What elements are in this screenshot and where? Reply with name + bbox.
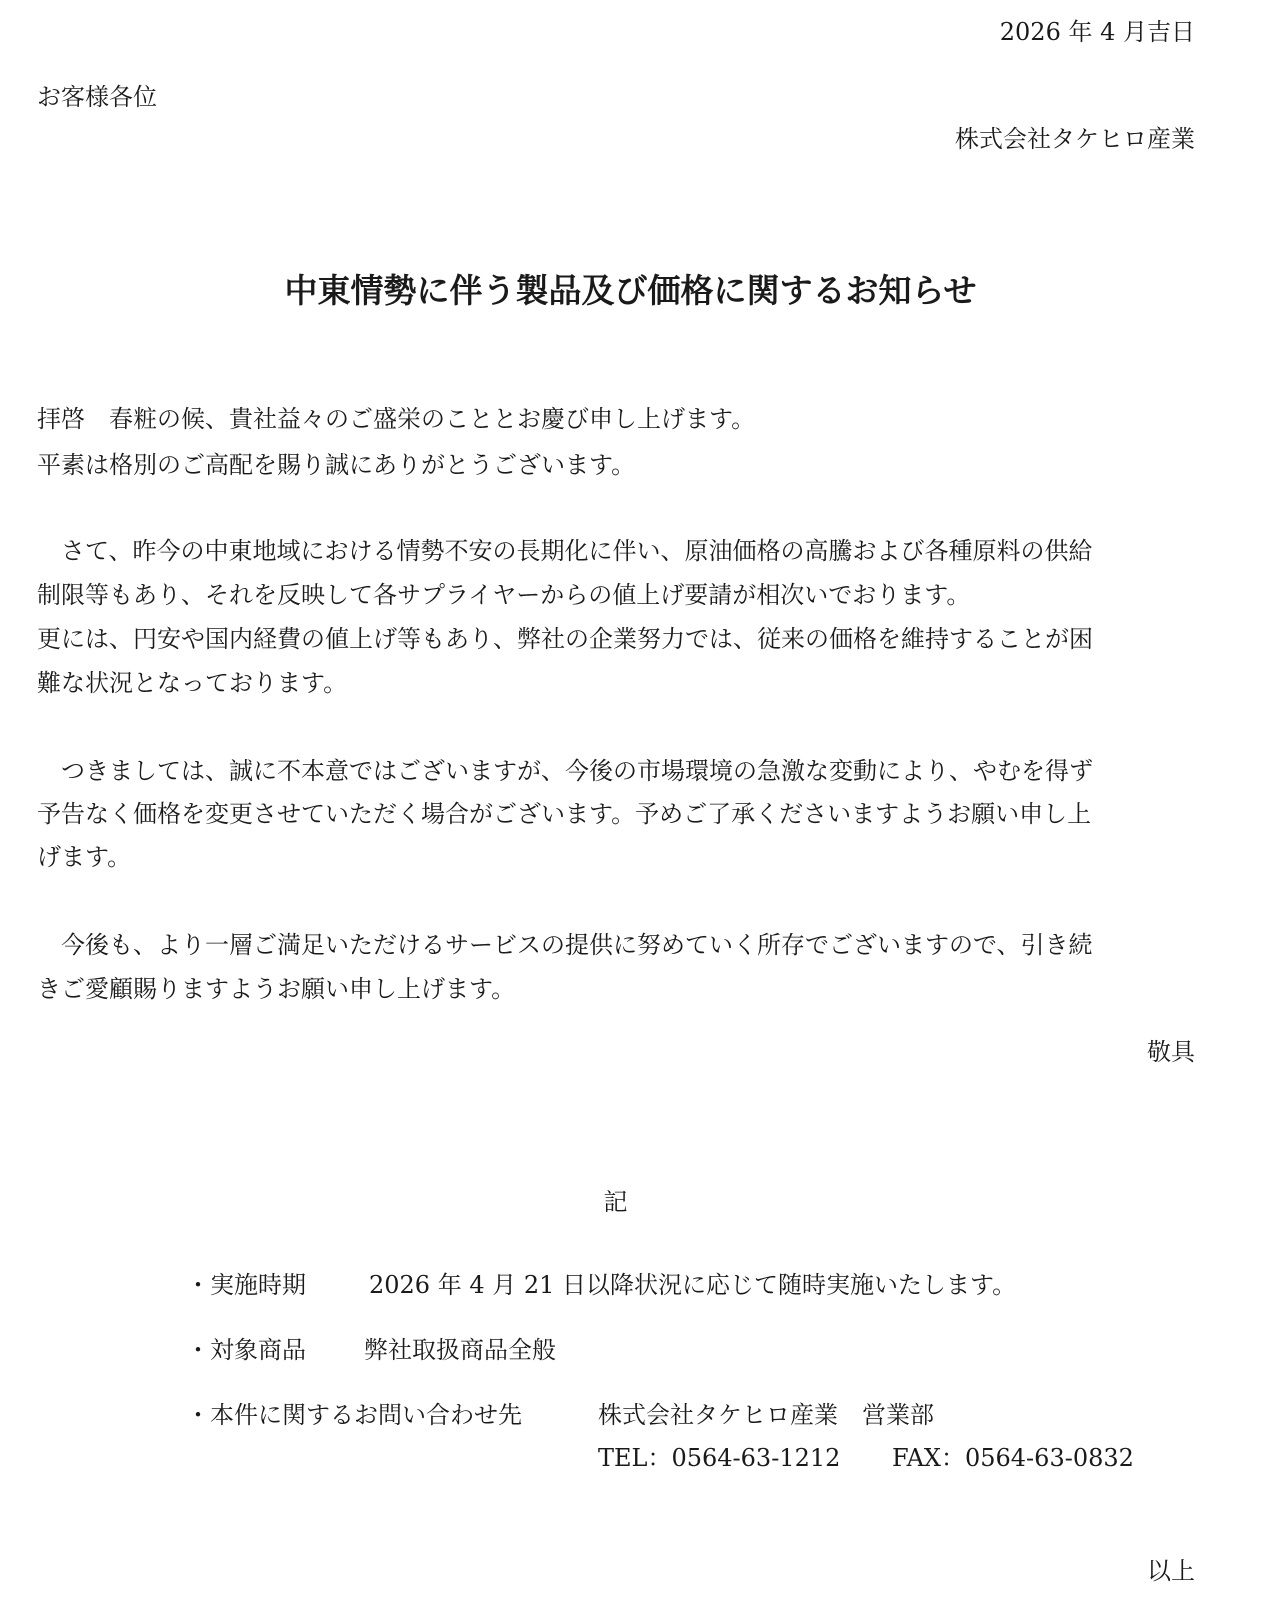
ki-heading: 記: [603, 1188, 628, 1216]
period-value: 2026 年 4 月 21 日以降状況に応じて随時実施いたします。: [369, 1271, 1017, 1299]
end-ijou: 以上: [1147, 1557, 1195, 1585]
closing-keigu: 敬具: [1147, 1038, 1195, 1066]
contact-company: 株式会社タケヒロ産業 営業部: [598, 1401, 934, 1429]
paragraph-1-line-1: さて、昨今の中東地域における情勢不安の長期化に伴い、原油価格の高騰および各種原料の供給: [37, 537, 1093, 565]
paragraph-3-line-1: 今後も、より一層ご満足いただけるサービスの提供に努めていく所存でございますので、引き続: [37, 931, 1093, 959]
paragraph-1-line-4: 難な状況となっております。: [37, 669, 348, 697]
contact-label: ・本件に関するお問い合わせ先: [186, 1401, 522, 1429]
paragraph-3-line-2: きご愛顧賜りますようお願い申し上げます。: [37, 975, 516, 1003]
paragraph-1-line-3: 更には、円安や国内経費の値上げ等もあり、弊社の企業努力では、従来の価格を維持することが困: [37, 625, 1093, 653]
paragraph-2-line-3: げます。: [37, 843, 132, 871]
target-value: 弊社取扱商品全般: [364, 1336, 556, 1364]
document-title: 中東情勢に伴う製品及び価格に関するお知らせ: [284, 271, 977, 310]
target-label: ・対象商品: [186, 1336, 306, 1364]
paragraph-1-line-2: 制限等もあり、それを反映して各サプライヤーからの値上げ要請が相次いでおります。: [37, 581, 971, 609]
recipient: お客様各位: [37, 83, 157, 111]
paragraph-2-line-2: 予告なく価格を変更させていただく場合がございます。予めご了承くださいますようお願い申し上: [37, 800, 1092, 828]
document-date: 2026 年 4 月吉日: [999, 18, 1195, 46]
contact-tel: TEL：0564-63-1212: [598, 1444, 841, 1472]
paragraph-2-line-1: つきましては、誠に不本意ではございますが、今後の市場環境の急激な変動により、やむを得ず: [37, 757, 1093, 785]
contact-fax: FAX：0564-63-0832: [892, 1444, 1134, 1472]
period-label: ・実施時期: [186, 1271, 306, 1299]
greeting-line-2: 平素は格別のご高配を賜り誠にありがとうございます。: [37, 451, 636, 479]
sender-company: 株式会社タケヒロ産業: [955, 125, 1195, 153]
greeting-line-1: 拝啓 春粧の候、貴社益々のご盛栄のこととお慶び申し上げます。: [37, 405, 756, 433]
